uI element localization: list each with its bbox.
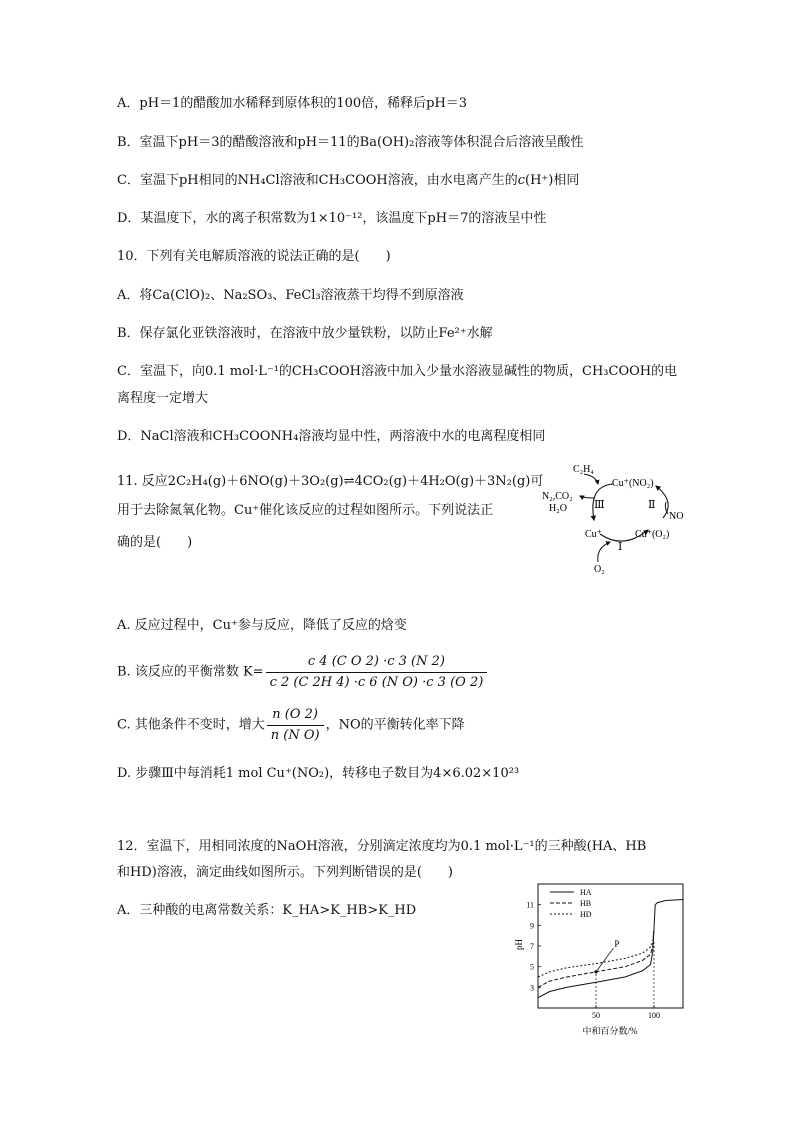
label-c2h4: C₂H₄ — [573, 464, 594, 475]
y-tick-label: 5 — [530, 962, 534, 972]
catalytic-cycle-diagram — [528, 462, 703, 580]
q11-option-d: D. 步骤Ⅲ中每消耗1 mol Cu⁺(NO₂)，转移电子数目为4×6.02×10²³ — [117, 766, 520, 781]
cycle-arc-right — [656, 486, 668, 518]
q11-option-b: B. 该反应的平衡常数 K= $\frac{\text{c 4 (C O 2) ·c 3 (N 2)}}{\text{c 2 (C 2H 4) ·c 6 (N O) ·c 3 (O 2)}}$ — [117, 654, 489, 691]
annotation-leader-line — [596, 948, 613, 972]
x-tick-label: 50 — [592, 1011, 600, 1020]
q10-option-c-line1: C．室温下，向0.1 mol·L⁻¹的CH₃COOH溶液中加入少量水溶液显碱性的物质，CH₃COOH的电 — [117, 364, 678, 379]
q11-option-a: A. 反应过程中，Cu⁺参与反应，降低了反应的焓变 — [117, 618, 407, 633]
label-step-2: Ⅱ — [648, 499, 656, 511]
annotation-p-label: P — [614, 939, 620, 950]
q10-option-c-line2: 离程度一定增大 — [117, 391, 209, 406]
q9-option-a: A．pH＝1的醋酸加水稀释到原体积的100倍，稀释后pH＝3 — [117, 96, 468, 111]
c2h4-in-arrow — [584, 474, 598, 484]
legend-label-hb: HB — [580, 899, 592, 908]
x-tick-label: 100 — [648, 1011, 660, 1020]
products-out-arrow — [580, 496, 594, 498]
q11-option-c: C. 其他条件不变时，增大 $\frac{n (O 2)}{\text{n (N O)}}$ ，NO的平衡转化率下降 — [117, 707, 465, 743]
legend-label-hd: HD — [580, 910, 592, 919]
q11-stem-line2: 用于去除氮氧化物。Cu⁺催化该反应的过程如图所示。下列说法正 — [117, 503, 494, 518]
q9-option-b: B．室温下pH＝3的醋酸溶液和pH＝11的Ba(OH)₂溶液等体积混合后溶液呈酸性 — [117, 135, 584, 150]
q11-stem-line1: 11. 反应2C₂H₄(g)＋6NO(g)＋3O₂(g)⇌4CO₂(g)＋4H₂O(g)＋3N₂(g)可 — [117, 474, 544, 489]
label-products: N₂,CO₂ — [542, 491, 573, 502]
y-tick-label: 7 — [530, 942, 534, 951]
equilibrium-constant-fraction: $\frac{\text{c 4 (C O 2) ·c 3 (N 2)}}{\text{c 2 (C 2H 4) ·c 6 (N O) ·c 3 (O 2)}}$ — [266, 654, 488, 691]
q10-stem: 10．下列有关电解质溶液的说法正确的是( ) — [117, 249, 391, 264]
series-line-hd — [538, 928, 654, 977]
label-o2: O₂ — [594, 564, 605, 575]
y-tick-label: 11 — [526, 900, 534, 910]
y-tick-label: 3 — [530, 983, 534, 993]
q11-stem-line3: 确的是( ) — [117, 535, 193, 550]
q10-option-d: D．NaCl溶液和CH₃COONH₄溶液均显中性，两溶液中水的电离程度相同 — [117, 429, 546, 444]
label-no: NO — [669, 511, 684, 522]
y-axis-label: pH — [514, 939, 524, 950]
x-axis-label: 中和百分数/% — [582, 1026, 638, 1036]
q12-stem-line1: 12．室温下，用相同浓度的NaOH溶液，分别滴定浓度均为0.1 mol·L⁻¹的三种酸(HA、HB — [117, 839, 647, 854]
q9-option-d: D．某温度下，水的离子积常数为1×10⁻¹²，该温度下pH＝7的溶液呈中性 — [117, 211, 547, 226]
label-cu: Cu⁺ — [585, 529, 602, 540]
ratio-fraction: $\frac{n (O 2)}{\text{n (N O)}}$ — [267, 707, 324, 744]
q10-option-b: B．保存氯化亚铁溶液时，在溶液中放少量铁粉，以防止Fe²⁺水解 — [117, 326, 493, 341]
label-step-1: Ⅰ — [618, 541, 623, 553]
q10-option-a: A．将Ca(ClO)₂、Na₂SO₃、FeCl₃溶液蒸干均得不到原溶液 — [117, 288, 464, 303]
titration-chart — [508, 878, 688, 1038]
legend-label-ha: HA — [580, 888, 592, 897]
q12-option-a: A．三种酸的电离常数关系：K_HA>K_HB>K_HD — [117, 903, 417, 918]
label-cu-o2: Cu⁺(O₂) — [635, 529, 670, 540]
q12-stem-line2: 和HD)溶液，滴定曲线如图所示。下列判断错误的是( ) — [117, 865, 453, 880]
y-tick-label: 9 — [530, 921, 534, 931]
q9-option-c: C．室温下pH相同的NH₄Cl溶液和CH₃COOH溶液，由水电离产生的c(H⁺)相同 — [117, 173, 580, 188]
o2-in-arrow — [598, 542, 610, 562]
label-h2o: H₂O — [549, 503, 567, 514]
label-cu-no2: Cu⁺(NO₂) — [612, 478, 654, 489]
label-step-3: Ⅲ — [594, 499, 605, 511]
